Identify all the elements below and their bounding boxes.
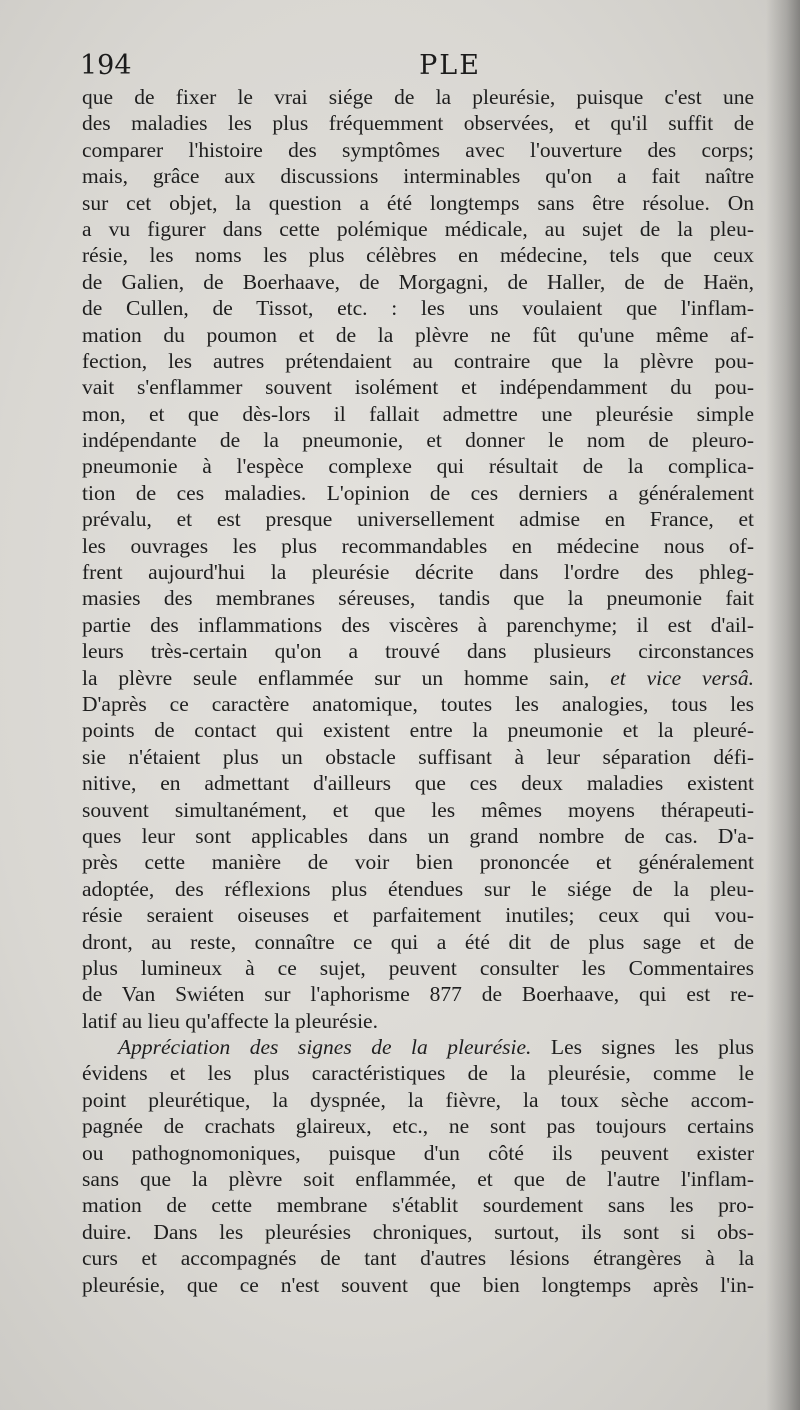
text-line: frent aujourd'hui la pleurésie décrite dans l'ordre des phleg- <box>82 560 754 585</box>
text-line: nitive, en admettant d'ailleurs que ces deux maladies existent <box>82 771 754 796</box>
text-line: D'après ce caractère anatomique, toutes les analogies, tous les <box>82 691 754 716</box>
running-head <box>80 50 760 86</box>
text-line: de Van Swiéten sur l'aphorisme 877 de Boerhaave, qui est re- <box>82 982 754 1007</box>
line-text: la plèvre seule enflammée sur un homme sain, <box>82 665 611 690</box>
text-line: mation du poumon et de la plèvre ne fût qu'une même af- <box>82 322 754 347</box>
body-text <box>82 84 754 1298</box>
line-text: Les signes les plus <box>531 1035 754 1060</box>
text-line: partie des inflammations des viscères à parenchyme; il est d'ail- <box>82 612 754 637</box>
text-line: plus lumineux à ce sujet, peuvent consulter les Commentaires <box>82 955 754 980</box>
text-line: prévalu, et est presque universellement admise en France, et <box>82 507 754 532</box>
text-line: des maladies les plus fréquemment observées, et qu'il suffit de <box>82 111 754 136</box>
text-line: pleurésie, que ce n'est souvent que bien longtemps après l'in- <box>82 1272 754 1297</box>
text-line: pneumonie à l'espèce complexe qui résultait de la complica- <box>82 454 754 479</box>
text-line: latif au lieu qu'affecte la pleurésie. <box>82 1008 378 1033</box>
text-line: résie seraient oiseuses et parfaitement inutiles; ceux qui vou- <box>82 903 754 928</box>
page-edge-shadow <box>766 0 800 1410</box>
text-line: mon, et que dès-lors il fallait admettre une pleurésie simple <box>82 401 754 426</box>
section-heading-line <box>82 1034 754 1060</box>
text-line: souvent simultanément, et que les mêmes moyens thérapeuti- <box>82 797 754 822</box>
text-line: ou pathognomoniques, puisque d'un côté ils peuvent exister <box>82 1140 754 1165</box>
running-title: PLE <box>419 50 481 81</box>
text-line: comparer l'histoire des symptômes avec l'ouverture des corps; <box>82 137 754 162</box>
section-heading: Appréciation des signes de la pleurésie. <box>118 1035 532 1060</box>
page-number: 194 <box>80 50 132 81</box>
text-line: masies des membranes séreuses, tandis que la pneumonie fait <box>82 586 754 611</box>
text-line: vait s'enflammer souvent isolément et indépendamment du pou- <box>82 375 754 400</box>
text-line: mation de cette membrane s'établit sourdement sans les pro- <box>82 1193 754 1218</box>
text-line: résie, les noms les plus célèbres en médecine, tels que ceux <box>82 243 754 268</box>
text-line: sur cet objet, la question a été longtemps sans être résolue. On <box>82 190 754 215</box>
italic-phrase: et vice versâ. <box>610 665 754 690</box>
text-line: indépendante de la pneumonie, et donner le nom de pleuro- <box>82 428 754 453</box>
text-line-vice-versa <box>82 665 754 691</box>
text-line: leurs très-certain qu'on a trouvé dans plusieurs circonstances <box>82 639 754 664</box>
text-line: curs et accompagnés de tant d'autres lésions étrangères à la <box>82 1246 754 1271</box>
text-line: près cette manière de voir bien prononcée et généralement <box>82 850 754 875</box>
text-line: évidens et les plus caractéristiques de la pleurésie, comme le <box>82 1061 754 1086</box>
text-line: mais, grâce aux discussions interminables qu'on a fait naître <box>82 164 754 189</box>
text-line: de Cullen, de Tissot, etc. : les uns voulaient que l'inflam- <box>82 296 754 321</box>
text-line: les ouvrages les plus recommandables en médecine nous of- <box>82 533 754 558</box>
text-line: points de contact qui existent entre la pneumonie et la pleuré- <box>82 718 754 743</box>
text-line: tion de ces maladies. L'opinion de ces derniers a généralement <box>82 480 754 505</box>
text-line: ques leur sont applicables dans un grand nombre de cas. D'a- <box>82 823 754 848</box>
text-line: que de fixer le vrai siége de la pleurésie, puisque c'est une <box>82 85 754 109</box>
text-line: adoptée, des réflexions plus étendues sur le siége de la pleu- <box>82 876 754 901</box>
text-line: dront, au reste, connaître ce qui a été dit de plus sage et de <box>82 929 754 954</box>
text-line: point pleurétique, la dyspnée, la fièvre, la toux sèche accom- <box>82 1087 754 1112</box>
text-line: duire. Dans les pleurésies chroniques, surtout, ils sont si obs- <box>82 1219 754 1244</box>
text-line: de Galien, de Boerhaave, de Morgagni, de Haller, de de Haën, <box>82 269 754 294</box>
text-line: sie n'étaient plus un obstacle suffisant à leur séparation défi- <box>82 744 754 769</box>
text-line: a vu figurer dans cette polémique médicale, au sujet de la pleu- <box>82 216 754 241</box>
text-line: pagnée de crachats glaireux, etc., ne sont pas toujours certains <box>82 1114 754 1139</box>
text-line: sans que la plèvre soit enflammée, et que de l'autre l'inflam- <box>82 1167 754 1192</box>
text-line: fection, les autres prétendaient au contraire que la plèvre pou- <box>82 348 754 373</box>
